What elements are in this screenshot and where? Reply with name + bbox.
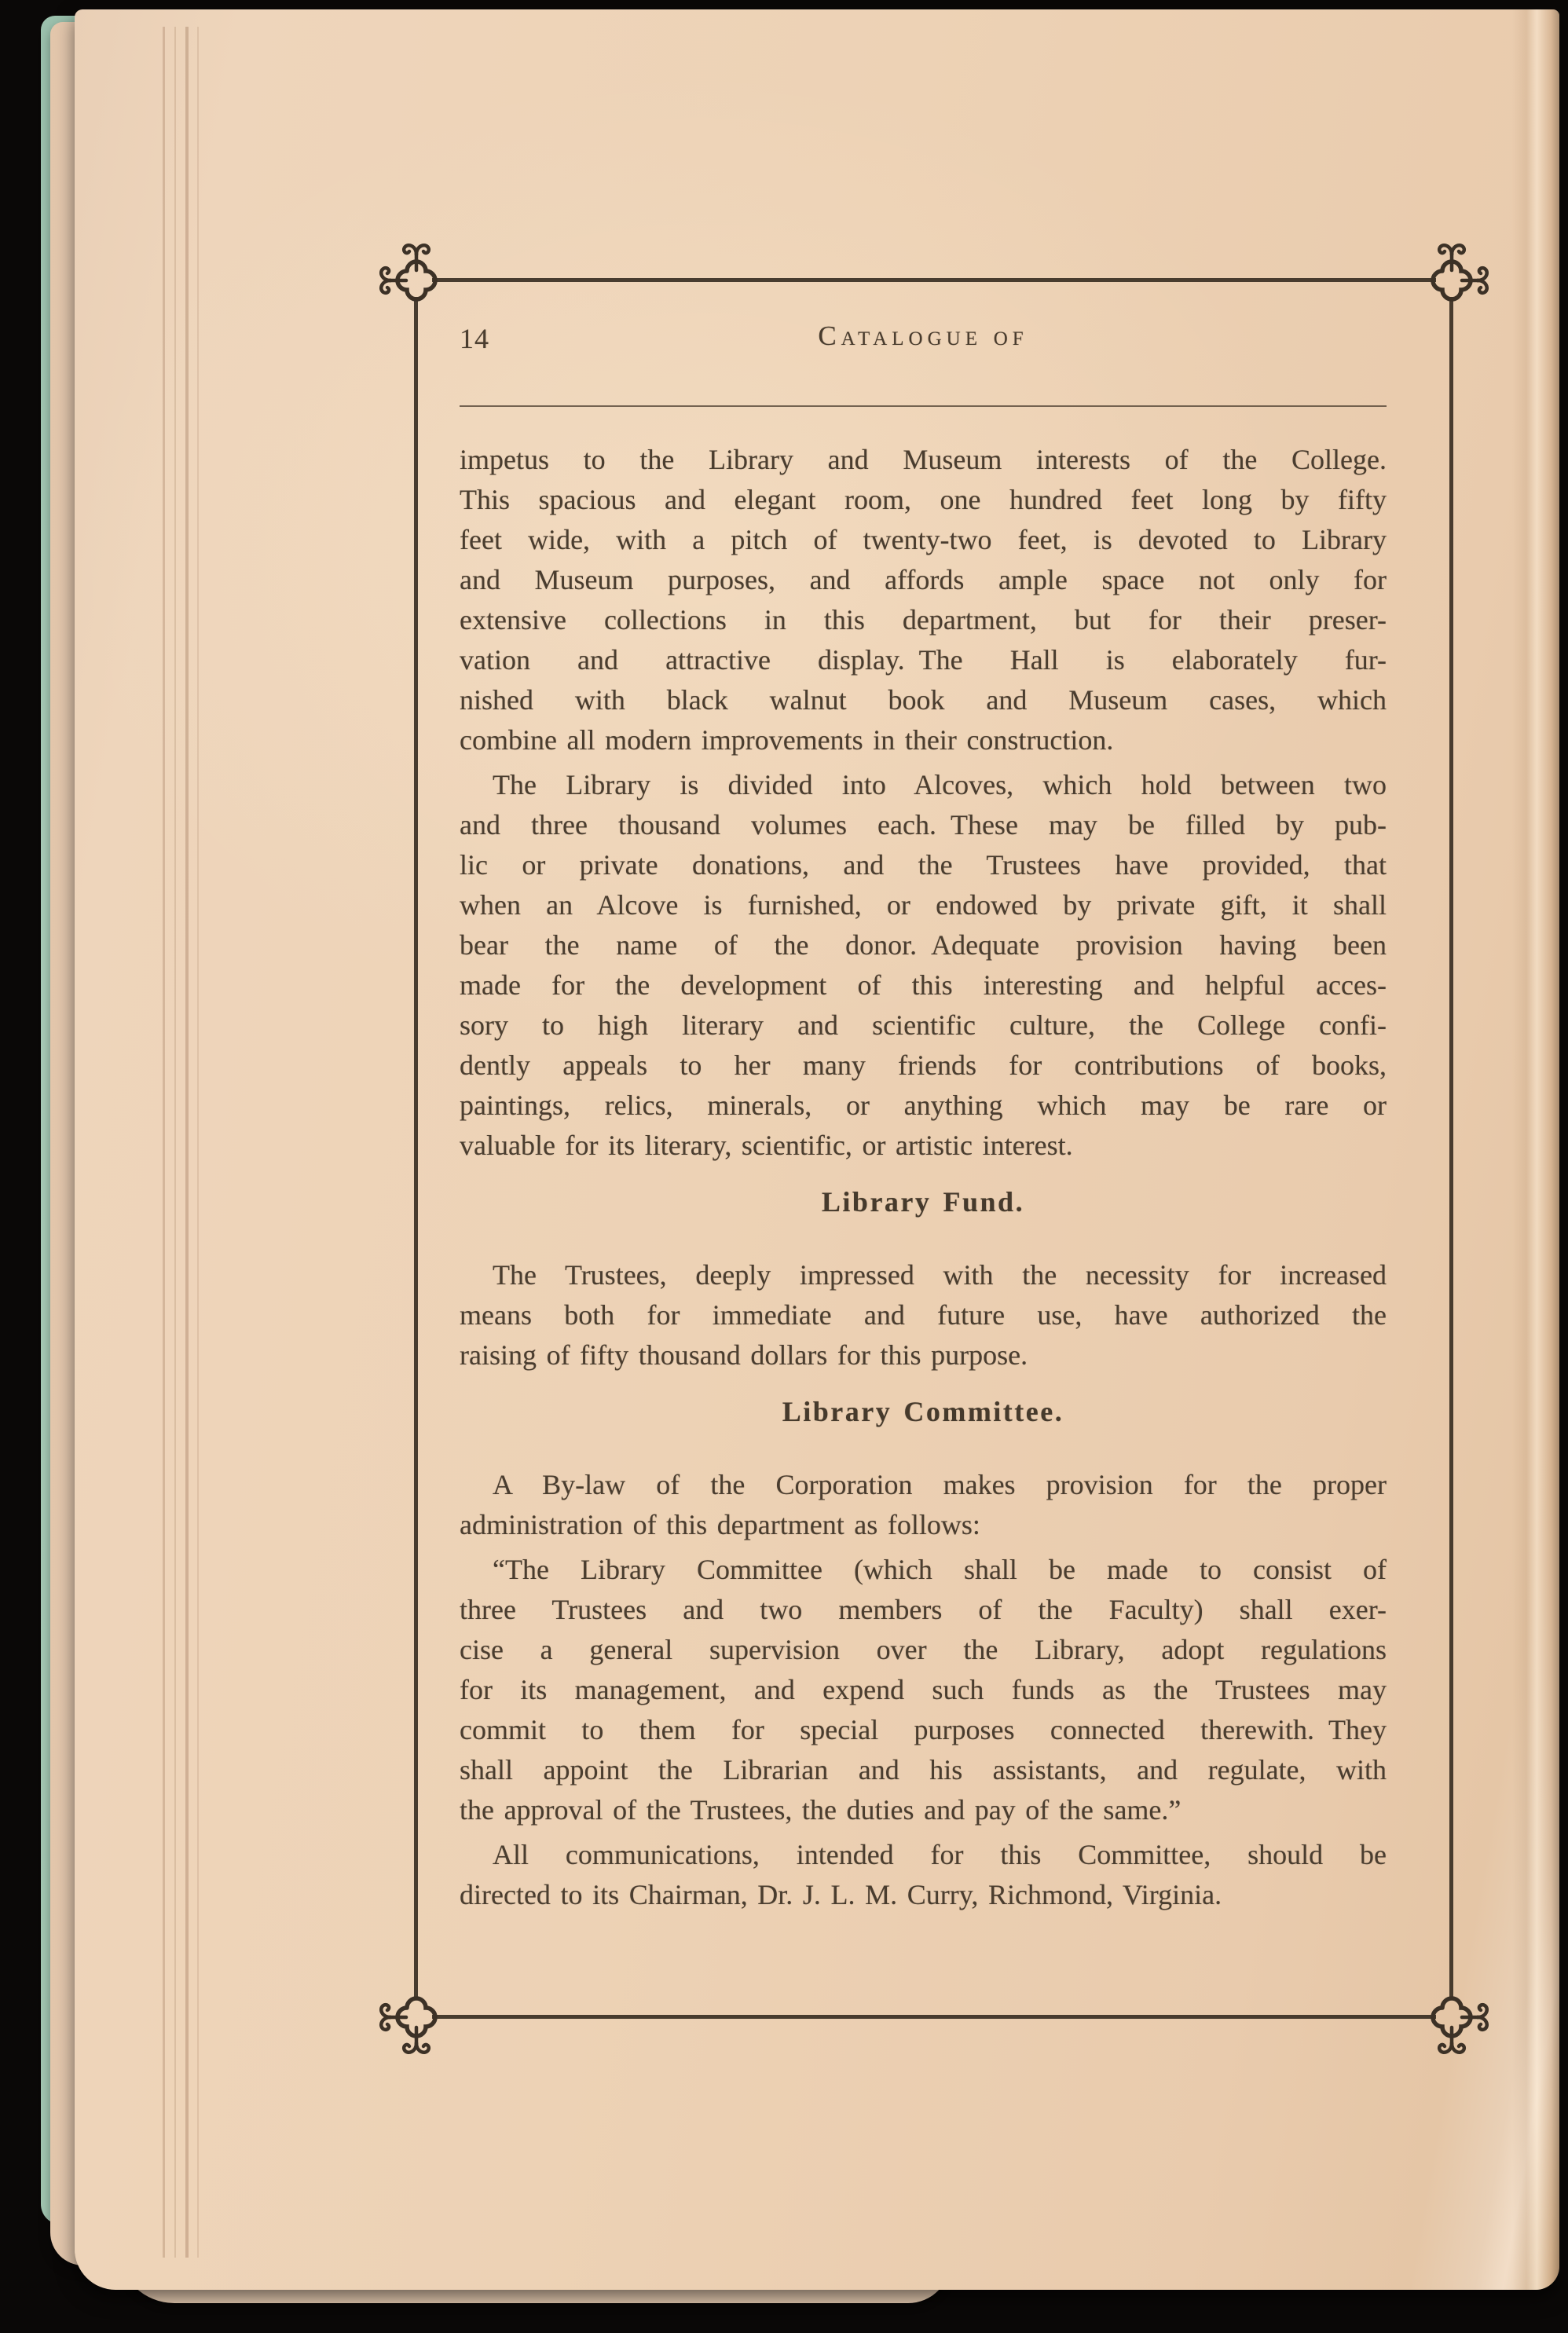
text-line: three Trustees and two members of the Faculty) shall exer- [460,1594,1387,1625]
text-line: means both for immediate and future use, have authorized the [460,1299,1387,1331]
fore-edge-shading [1512,9,1559,2290]
text-line: valuable for its literary, scientific, or artistic interest. [460,1130,1073,1161]
text-line: impetus to the Library and Museum interests of the College. [460,444,1387,475]
text-line: All communications, intended for this Committee, should be [493,1839,1387,1870]
page-crease [163,27,165,2258]
text-line: shall appoint the Librarian and his assistants, and regulate, with [460,1754,1387,1785]
text-line: made for the development of this interesting and helpful acces- [460,969,1387,1001]
text-line: commit to them for special purposes connected therewith. They [460,1714,1387,1745]
frame-border-right [1449,297,1453,2000]
text-line: A By-law of the Corporation makes provision for the proper [493,1469,1387,1500]
paragraph [460,1255,1387,1375]
text-line: administration of this department as follows: [460,1509,980,1540]
text-line: nished with black walnut book and Museum cases, which [460,684,1387,716]
section-heading: Library Committee. [782,1396,1064,1427]
page-number: 14 [460,323,489,354]
text-line: when an Alcove is furnished, or endowed by private gift, it shall [460,889,1387,921]
text-line: for its management, and expend such funds as the Trustees may [460,1674,1387,1705]
text-line: combine all modern improvements in their construction. [460,724,1114,756]
text-line: raising of fifty thousand dollars for this purpose. [460,1339,1028,1371]
text-line: extensive collections in this department, but for their preser- [460,604,1387,635]
text-line: bear the name of the donor. Adequate provision having been [460,929,1387,961]
text-line: dently appeals to her many friends for contributions of books, [460,1049,1387,1081]
corner-ornament-top-right-icon [1405,233,1499,328]
text-line: directed to its Chairman, Dr. J. L. M. Curry, Richmond, Virginia. [460,1879,1222,1910]
text-line: and three thousand volumes each. These may be filled by pub- [460,809,1387,841]
page-crease [197,27,199,2258]
text-line: sory to high literary and scientific culture, the College confi- [460,1009,1387,1041]
header-rule [460,405,1387,407]
text-line: The Library is divided into Alcoves, which hold between two [493,769,1387,800]
paragraph [460,765,1387,1166]
paragraph [460,1550,1387,1830]
text-flow [460,440,1387,1915]
paragraph [460,440,1387,760]
text-line: vation and attractive display. The Hall is elaborately fur- [460,644,1387,676]
text-line: and Museum purposes, and affords ample space not only for [460,564,1387,595]
text-line: paintings, relics, minerals, or anything which may be rare or [460,1090,1387,1121]
text-line: feet wide, with a pitch of twenty-two feet, is devoted to Library [460,524,1387,555]
frame-border-top [432,278,1436,282]
text-line: “The Library Committee (which shall be made to consist of [493,1554,1387,1585]
running-header: Catalogue of [818,320,1028,351]
corner-ornament-top-left-icon [369,233,463,328]
page-crease [185,27,189,2258]
section-heading: Library Fund. [821,1186,1025,1218]
text-line: the approval of the Trustees, the duties and pay of the same.” [460,1794,1181,1826]
text-line: lic or private donations, and the Trustees have provided, that [460,849,1387,881]
paragraph [460,1835,1387,1915]
text-line: This spacious and elegant room, one hundred feet long by fifty [460,484,1387,515]
corner-ornament-bottom-left-icon [369,1970,463,2064]
corner-ornament-bottom-right-icon [1405,1970,1499,2064]
page-crease [174,27,176,2258]
text-line: cise a general supervision over the Library, adopt regulations [460,1634,1387,1665]
frame-border-bottom [432,2015,1436,2019]
frame-border-left [414,297,418,2000]
paragraph [460,1465,1387,1545]
text-line: The Trustees, deeply impressed with the necessity for increased [493,1259,1387,1291]
book-page [75,9,1559,2290]
